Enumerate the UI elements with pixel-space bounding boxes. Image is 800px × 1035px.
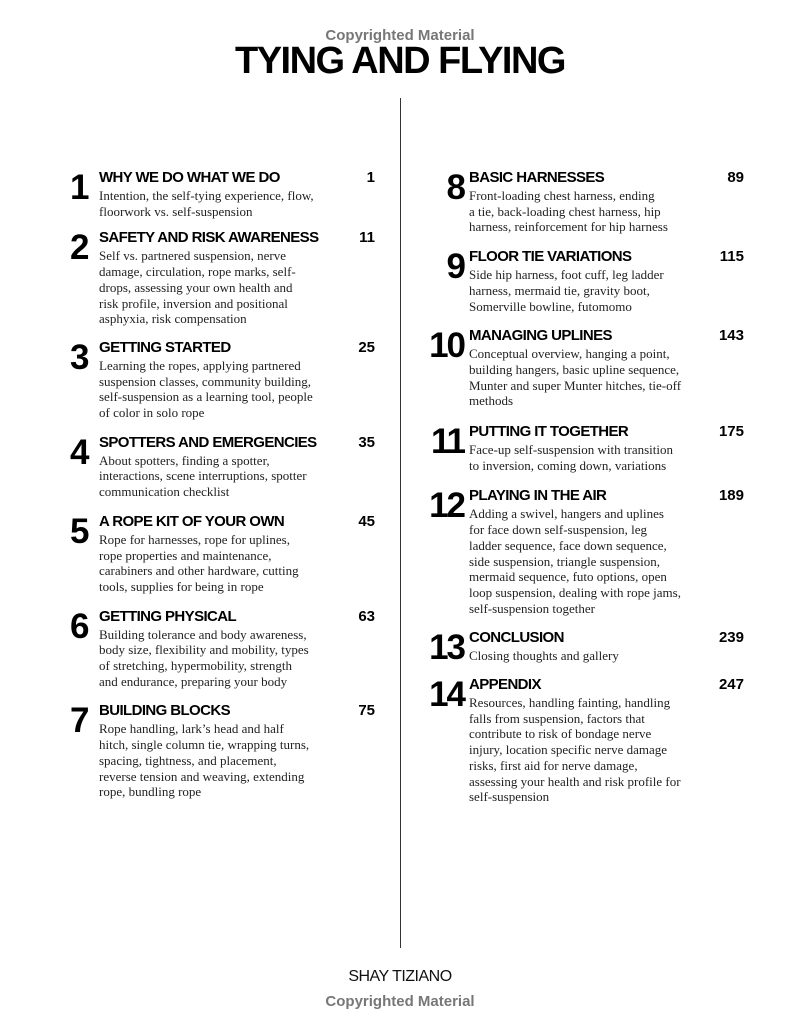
description-line: Closing thoughts and gallery (469, 648, 619, 664)
description-line: of color in solo rope (99, 405, 205, 421)
chapter-description (99, 188, 375, 219)
chapter-number: 11 (431, 422, 464, 462)
description-line: of stretching, hypermobility, strength (99, 658, 293, 674)
chapter-number: 4 (70, 432, 88, 472)
description-line: body size, flexibility and mobility, types (99, 642, 309, 658)
chapter-description (469, 442, 744, 473)
chapter-page: 63 (358, 607, 375, 625)
chapter-description (99, 627, 375, 690)
description-line: ladder sequence, face down sequence, (469, 537, 667, 553)
toc-entry-5 (70, 512, 375, 595)
description-line: interactions, scene interruptions, spotter (99, 468, 307, 484)
description-line: risk profile, inversion and positional (99, 295, 288, 311)
description-line: hitch, single column tie, wrapping turns, (99, 737, 310, 753)
chapter-page: 239 (718, 629, 744, 647)
chapter-number: 12 (429, 486, 464, 526)
copyright-watermark-bottom: Copyrighted Material (325, 993, 475, 1010)
description-line: suspension classes, community building, (99, 373, 311, 389)
chapter-description (469, 267, 744, 314)
chapter-page: 247 (718, 676, 744, 694)
chapter-number: 9 (446, 247, 464, 287)
page-title: TYING AND FLYING (235, 40, 565, 82)
chapter-description (469, 695, 744, 805)
toc-entry-8 (418, 168, 744, 235)
chapter-title: GETTING PHYSICAL (99, 607, 237, 625)
copyright-watermark-top: Copyrighted Material (325, 27, 475, 44)
description-line: Rope for harnesses, rope for uplines, (99, 531, 290, 547)
description-line: Intention, the self-tying experience, flow, (99, 188, 314, 203)
toc-entry-2 (70, 228, 375, 327)
description-line: Side hip harness, foot cuff, leg ladder (469, 267, 664, 283)
description-line: self-suspension as a learning tool, people (99, 389, 313, 405)
chapter-title: APPENDIX (469, 676, 541, 694)
chapter-title: CONCLUSION (469, 629, 564, 647)
toc-entry-14 (418, 675, 744, 805)
description-line: harness, mermaid tie, gravity boot, (469, 282, 650, 298)
chapter-number: 2 (70, 228, 88, 268)
toc-entry-9 (418, 247, 744, 314)
description-line: mermaid sequence, futo options, open (469, 569, 667, 585)
description-line: contribute to risk of bondage nerve (469, 726, 652, 742)
chapter-title: WHY WE DO WHAT WE DO (99, 169, 280, 186)
description-line: asphyxia, risk compensation (99, 311, 247, 327)
description-line: loop suspension, dealing with rope jams, (469, 584, 681, 600)
chapter-title: MANAGING UPLINES (469, 327, 612, 345)
description-line: falls from suspension, factors that (469, 710, 645, 726)
description-line: rope, bundling rope (99, 784, 202, 800)
description-line: harness, reinforcement for hip harness (469, 219, 668, 235)
toc-entry-11 (418, 422, 744, 473)
chapter-page: 75 (358, 702, 375, 720)
chapter-page: 89 (727, 169, 744, 186)
toc-right-column (418, 168, 744, 805)
chapter-page: 35 (358, 433, 375, 451)
description-line: damage, circulation, rope marks, self- (99, 264, 296, 280)
toc-entry-3 (70, 338, 375, 421)
chapter-description (469, 648, 744, 664)
chapter-title: PLAYING IN THE AIR (469, 487, 607, 505)
toc-entry-4 (70, 433, 375, 500)
chapter-page: 11 (359, 229, 375, 247)
toc-entry-13 (418, 628, 744, 668)
description-line: side suspension, triangle suspension, (469, 553, 661, 569)
chapter-number: 3 (70, 337, 88, 377)
description-line: communication checklist (99, 484, 230, 500)
description-line: Face-up self-suspension with transition (469, 442, 673, 458)
chapter-page: 175 (718, 423, 744, 441)
description-line: rope properties and maintenance, (99, 547, 272, 563)
chapter-description (99, 248, 375, 327)
chapter-number: 8 (446, 168, 464, 207)
chapter-number: 13 (429, 628, 464, 668)
chapter-title: SPOTTERS AND EMERGENCIES (99, 433, 317, 451)
chapter-title: PUTTING IT TOGETHER (469, 423, 629, 441)
description-line: Front-loading chest harness, ending (469, 188, 655, 203)
description-line: reverse tension and weaving, extending (99, 768, 305, 784)
description-line: Learning the ropes, applying partnered (99, 357, 301, 373)
toc-left-column (70, 168, 375, 800)
chapter-description (99, 721, 375, 800)
toc-entry-6 (70, 607, 375, 690)
chapter-number: 6 (70, 606, 88, 646)
chapter-number: 7 (70, 701, 88, 741)
chapter-description (99, 453, 375, 500)
description-line: methods (469, 393, 514, 409)
description-line: and endurance, preparing your body (99, 673, 288, 689)
chapter-title: BUILDING BLOCKS (99, 702, 230, 720)
chapter-title: A ROPE KIT OF YOUR OWN (99, 512, 285, 530)
chapter-title: BASIC HARNESSES (469, 169, 605, 186)
description-line: for face down self-suspension, leg (469, 522, 647, 538)
description-line: assessing your health and risk profile for (469, 773, 681, 789)
description-line: carabiners and other hardware, cutting (99, 563, 299, 579)
toc-entry-1 (70, 168, 375, 219)
description-line: self-suspension together (469, 600, 596, 616)
chapter-page: 115 (719, 248, 744, 266)
chapter-title: GETTING STARTED (99, 338, 231, 356)
chapter-page: 25 (358, 338, 375, 356)
chapter-title: SAFETY AND RISK AWARENESS (99, 229, 319, 247)
description-line: spacing, tightness, and placement, (99, 752, 277, 768)
toc-entry-12 (418, 486, 744, 616)
description-line: Munter and super Munter hitches, tie-off (469, 377, 682, 393)
toc-entry-7 (70, 701, 375, 800)
description-line: Resources, handling fainting, handling (469, 695, 671, 711)
chapter-page: 1 (366, 169, 375, 186)
chapter-description (469, 346, 744, 409)
column-divider (400, 98, 401, 948)
chapter-page: 189 (718, 487, 744, 505)
chapter-number: 1 (70, 168, 88, 207)
chapter-description (469, 188, 744, 235)
description-line: Self vs. partnered suspension, nerve (99, 248, 287, 264)
description-line: injury, location specific nerve damage (469, 742, 668, 758)
description-line: floorwork vs. self-suspension (99, 203, 253, 219)
description-line: self-suspension (469, 789, 550, 805)
description-line: About spotters, finding a spotter, (99, 452, 270, 468)
description-line: to inversion, coming down, variations (469, 457, 667, 473)
chapter-title: FLOOR TIE VARIATIONS (469, 248, 632, 266)
chapter-description (469, 506, 744, 616)
chapter-description (99, 532, 375, 595)
description-line: drops, assessing your own health and (99, 279, 293, 295)
description-line: Conceptual overview, hanging a point, (469, 346, 670, 362)
toc-entry-10 (418, 326, 744, 409)
author-name: SHAY TIZIANO (348, 968, 452, 985)
description-line: a tie, back-loading chest harness, hip (469, 203, 661, 219)
description-line: Rope handling, lark’s head and half (99, 721, 284, 737)
description-line: building hangers, basic upline sequence, (469, 361, 680, 377)
chapter-description (99, 358, 375, 421)
description-line: tools, supplies for being in rope (99, 578, 264, 594)
chapter-page: 45 (358, 512, 375, 530)
description-line: risks, first aid for nerve damage, (469, 757, 638, 773)
chapter-number: 5 (70, 511, 88, 551)
description-line: Adding a swivel, hangers and uplines (469, 506, 664, 522)
chapter-number: 10 (429, 326, 464, 366)
description-line: Building tolerance and body awareness, (99, 626, 307, 642)
description-line: Somerville bowline, futomomo (469, 298, 632, 314)
chapter-number: 14 (429, 675, 464, 715)
chapter-page: 143 (718, 327, 744, 345)
